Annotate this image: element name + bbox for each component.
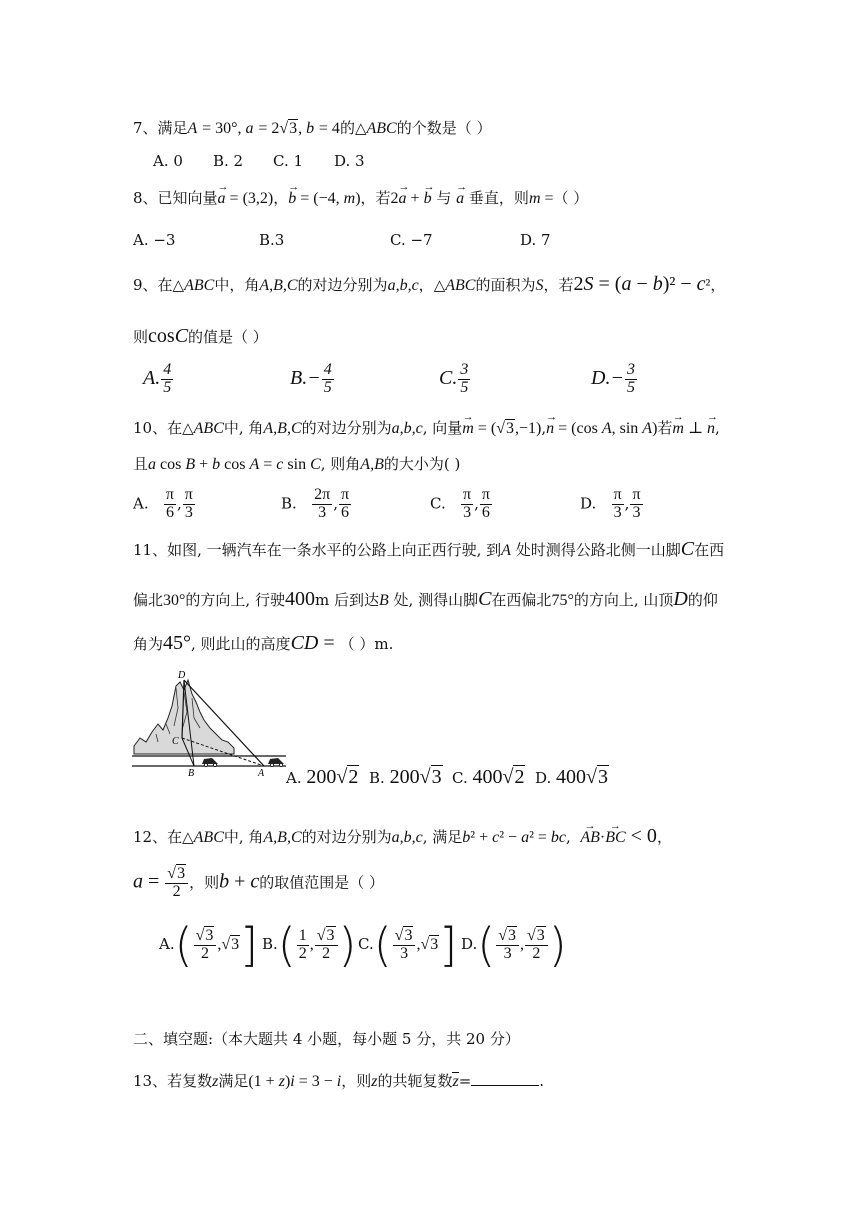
fig-label-c: C bbox=[172, 736, 179, 747]
q13-line: 13、若复数z满足(1 + z)i = 3 − i，则z的共轭复数z= . bbox=[133, 1072, 545, 1090]
q11-line-3: 角为45°, 则此山的高度CD = （ ）m. bbox=[133, 632, 394, 654]
q12-option-b: B.( $\frac{1}{2}$ , $\frac{√3}{2}$ ) bbox=[262, 918, 357, 972]
q8-option-b: B.3 bbox=[259, 231, 285, 249]
fig-label-a: A bbox=[258, 768, 265, 779]
section-2-heading: 二、填空题:（本大题共 4 小题，每小题 5 分，共 20 分） bbox=[133, 1030, 520, 1048]
q11-line-1: 11、如图, 一辆汽车在一条水平的公路上向正西行驶, 到A 处时测得公路北侧一山脚C在西 bbox=[133, 538, 725, 560]
q7-option-a: A. 0 bbox=[153, 152, 183, 170]
fig-label-d: D bbox=[178, 670, 186, 681]
q12-option-c: C.( $\frac{√3}{3}$ ,√3] bbox=[358, 918, 458, 972]
q7-option-b: B. 2 bbox=[213, 152, 244, 170]
q11-option-a: A. 200√2 bbox=[286, 766, 359, 788]
q7-line: 7、满足A = 30°, a = 2√3, b = 4的△ABC的个数是（ ） bbox=[133, 119, 492, 137]
q12-option-a: A.( $\frac{√3}{2}$ ,√3] bbox=[159, 918, 259, 972]
q7-option-c: C. 1 bbox=[273, 152, 304, 170]
q9-line-1: 9、在△ABC中，角A,B,C的对边分别为a,b,c，△ABC的面积为S，若2S = (a − b)² − c²， bbox=[133, 273, 726, 295]
q9-option-b: B.− $\frac{4}{5}$ bbox=[290, 361, 332, 396]
q8-option-a: A. −3 bbox=[133, 231, 176, 249]
q10-option-d: D. $\frac{\pi}{3}$ , $\frac{\pi}{3}$ bbox=[580, 486, 641, 521]
q9-line-2: 则cosC的值是（ ） bbox=[133, 325, 268, 347]
q11-line-2: 偏北30°的方向上, 行驶400m 后到达B 处, 测得山脚C在西偏北75°的方向上, 山顶D的仰 bbox=[133, 588, 718, 610]
fig-label-b: B bbox=[188, 768, 195, 779]
q8-line: 8、已知向量→ a = (3,2)，→ b = (−4, m)，若2→ a + → b 与 → a 垂直，则m =（ ） bbox=[133, 186, 588, 211]
q11-option-c: C. 400√2 bbox=[452, 766, 525, 788]
q10-line-2: 且a cos B + b cos A = c sin C, 则角A,B的大小为( ) bbox=[133, 455, 461, 473]
q7-option-d: D. 3 bbox=[334, 152, 365, 170]
q10-option-a: A. $\frac{\pi}{6}$ , $\frac{\pi}{3}$ bbox=[133, 486, 193, 521]
mountain-figure bbox=[132, 668, 286, 780]
q11-option-b: B. 200√3 bbox=[369, 766, 442, 788]
q10-line-1: 10、在△ABC中, 角A,B,C的对边分别为a,b,c, 向量→ m = (√3,−1),→ n = (cos A, sin A)若→ m ⊥ → n, bbox=[133, 416, 720, 441]
q8-option-d: D. 7 bbox=[520, 231, 551, 249]
q12-option-d: D.( $\frac{√3}{3}$ , $\frac{√3}{2}$ ) bbox=[461, 918, 567, 972]
q12-line-2: a = $\frac{√3}{2}$ ，则b + c的取值范围是（ ） bbox=[133, 865, 385, 900]
q9-option-a: A. $\frac{4}{5}$ bbox=[143, 361, 172, 396]
q10-option-b: B. $\frac{2\pi}{3}$ , $\frac{\pi}{6}$ bbox=[281, 486, 350, 521]
q11-option-d: D. 400√3 bbox=[535, 766, 609, 788]
q9-option-c: C. $\frac{3}{5}$ bbox=[439, 361, 469, 396]
answer-blank[interactable] bbox=[471, 1071, 539, 1086]
q12-line-1: 12、在△ABC中, 角A,B,C的对边分别为a,b,c, 满足b² + c² − a² = bc, → AB·→ BC < 0， bbox=[133, 824, 672, 850]
q9-option-d: D.− $\frac{3}{5}$ bbox=[591, 361, 635, 396]
q8-option-c: C. −7 bbox=[390, 231, 433, 249]
q10-option-c: C. $\frac{\pi}{3}$ , $\frac{\pi}{6}$ bbox=[430, 486, 490, 521]
